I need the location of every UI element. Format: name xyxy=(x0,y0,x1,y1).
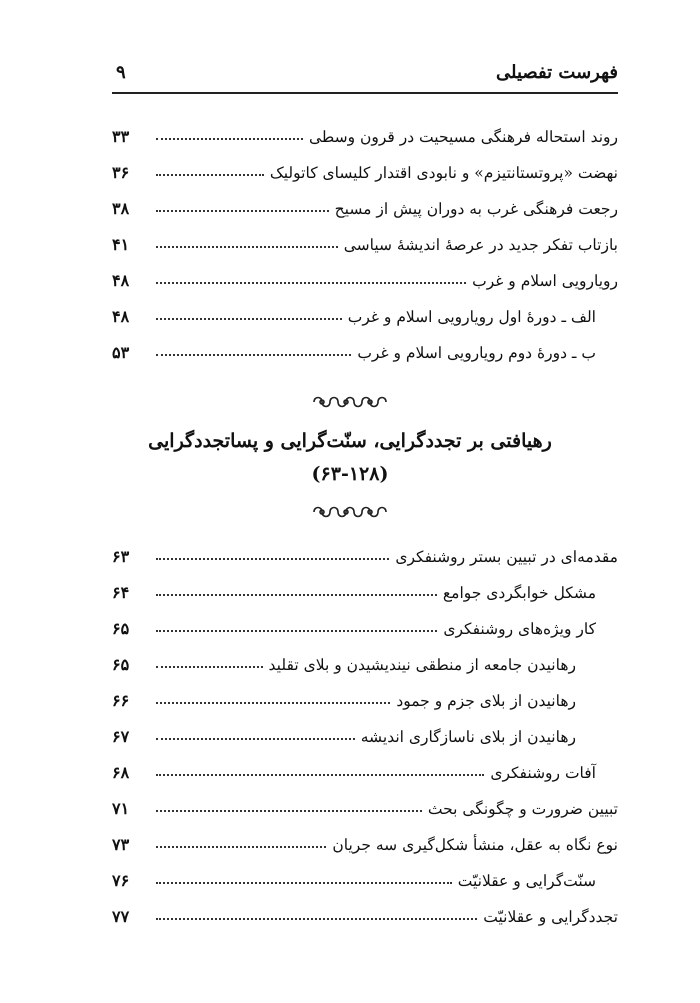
toc-entry-page: ۶۳ xyxy=(112,547,130,566)
dot-leader xyxy=(156,918,477,920)
dot-leader xyxy=(156,630,437,632)
toc-entry-title: تجددگرایی و عقلانیّت xyxy=(483,908,618,926)
page-header xyxy=(112,58,618,94)
dot-leader xyxy=(156,738,355,740)
toc-entry xyxy=(112,710,618,746)
toc-entry-page: ۵۳ xyxy=(112,343,130,362)
toc-entry-page: ۳۶ xyxy=(112,163,130,182)
toc-entry-title: بازتاب تفکر جدید در عرصهٔ اندیشهٔ سیاسی xyxy=(343,236,618,254)
dot-leader xyxy=(156,846,326,848)
toc-entry-page: ۶۵ xyxy=(112,655,130,674)
ornament-icon xyxy=(310,502,390,522)
toc-entry-page: ۶۵ xyxy=(112,619,130,638)
toc-entry xyxy=(112,890,618,926)
dot-leader xyxy=(156,174,264,176)
ornament-bottom xyxy=(0,502,700,526)
toc-entry-title: آفات روشنفکری xyxy=(490,764,596,782)
toc-entry-page: ۶۸ xyxy=(112,763,130,782)
toc-entry-title: رهانیدن از بلای ناسازگاری اندیشه xyxy=(360,728,576,746)
toc-entry xyxy=(112,218,618,254)
section-heading: رهیافتی بر تجددگرایی، سنّت‌گرایی و پساتجددگرایی xyxy=(148,430,552,452)
toc-list-bottom xyxy=(112,530,618,926)
dot-leader xyxy=(156,558,389,560)
toc-entry-title: ب ـ دورهٔ دوم رویارویی اسلام و غرب xyxy=(357,344,596,362)
toc-entry-page: ۳۸ xyxy=(112,199,130,218)
toc-entry-title: مشکل خوابگردی جوامع xyxy=(442,584,596,602)
toc-entry-title: الف ـ دورهٔ اول رویارویی اسلام و غرب xyxy=(347,308,596,326)
dot-leader xyxy=(156,246,338,248)
toc-list-top xyxy=(112,110,618,362)
dot-leader xyxy=(156,318,342,320)
toc-entry-title: تبیین ضرورت و چگونگی بحث xyxy=(427,800,618,818)
toc-entry xyxy=(112,290,618,326)
running-title: فهرست تفصیلی xyxy=(496,62,618,83)
dot-leader xyxy=(156,354,351,356)
toc-entry-page: ۷۳ xyxy=(112,835,130,854)
toc-entry xyxy=(112,146,618,182)
toc-entry-page: ۴۸ xyxy=(112,271,130,290)
toc-entry xyxy=(112,638,618,674)
section-page-range: (۶۳-۱۲۸) xyxy=(311,463,389,485)
toc-entry xyxy=(112,182,618,218)
toc-entry xyxy=(112,674,618,710)
toc-entry-title: مقدمه‌ای در تبیین بستر روشنفکری xyxy=(395,548,618,566)
dot-leader xyxy=(156,138,303,140)
ornament-top xyxy=(0,392,700,416)
dot-leader xyxy=(156,282,466,284)
toc-entry-page: ۴۸ xyxy=(112,307,130,326)
toc-entry-page: ۶۶ xyxy=(112,691,130,710)
dot-leader xyxy=(156,702,390,704)
toc-entry-page: ۶۴ xyxy=(112,583,130,602)
toc-entry-page: ۶۷ xyxy=(112,727,130,746)
toc-entry-page: ۷۱ xyxy=(112,799,130,818)
dot-leader xyxy=(156,774,484,776)
dot-leader xyxy=(156,666,263,668)
toc-entry-title: رهانیدن جامعه از منطقی نیندیشیدن و بلای تقلید xyxy=(268,656,576,674)
toc-entry xyxy=(112,254,618,290)
dot-leader xyxy=(156,594,437,596)
toc-entry xyxy=(112,782,618,818)
toc-entry-page: ۷۶ xyxy=(112,871,130,890)
toc-entry xyxy=(112,818,618,854)
toc-entry-title: روند استحاله فرهنگی مسیحیت در قرون وسطی xyxy=(308,128,618,146)
toc-entry-page: ۴۱ xyxy=(112,235,130,254)
toc-entry-title: نهضت «پروتستانتیزم» و نابودی اقتدار کلیسای کاتولیک xyxy=(269,164,618,182)
toc-entry xyxy=(112,746,618,782)
toc-entry-page: ۳۳ xyxy=(112,127,130,146)
toc-entry-title: رویارویی اسلام و غرب xyxy=(472,272,618,290)
dot-leader xyxy=(156,810,422,812)
toc-entry-title: نوع نگاه به عقل، منشأ شکل‌گیری سه جریان xyxy=(332,836,618,854)
toc-entry xyxy=(112,110,618,146)
toc-entry xyxy=(112,566,618,602)
page-number: ۹ xyxy=(116,62,126,83)
toc-entry-page: ۷۷ xyxy=(112,907,130,926)
toc-entry xyxy=(112,602,618,638)
ornament-icon xyxy=(310,392,390,412)
toc-entry-title: کار ویژه‌های روشنفکری xyxy=(443,620,596,638)
dot-leader xyxy=(156,882,452,884)
toc-entry xyxy=(112,854,618,890)
dot-leader xyxy=(156,210,329,212)
toc-entry-title: رهانیدن از بلای جزم و جمود xyxy=(396,692,576,710)
toc-entry-title: رجعت فرهنگی غرب به دوران پیش از مسیح xyxy=(334,200,618,218)
toc-entry xyxy=(112,530,618,566)
toc-entry-title: سنّت‌گرایی و عقلانیّت xyxy=(457,872,596,890)
toc-entry xyxy=(112,326,618,362)
